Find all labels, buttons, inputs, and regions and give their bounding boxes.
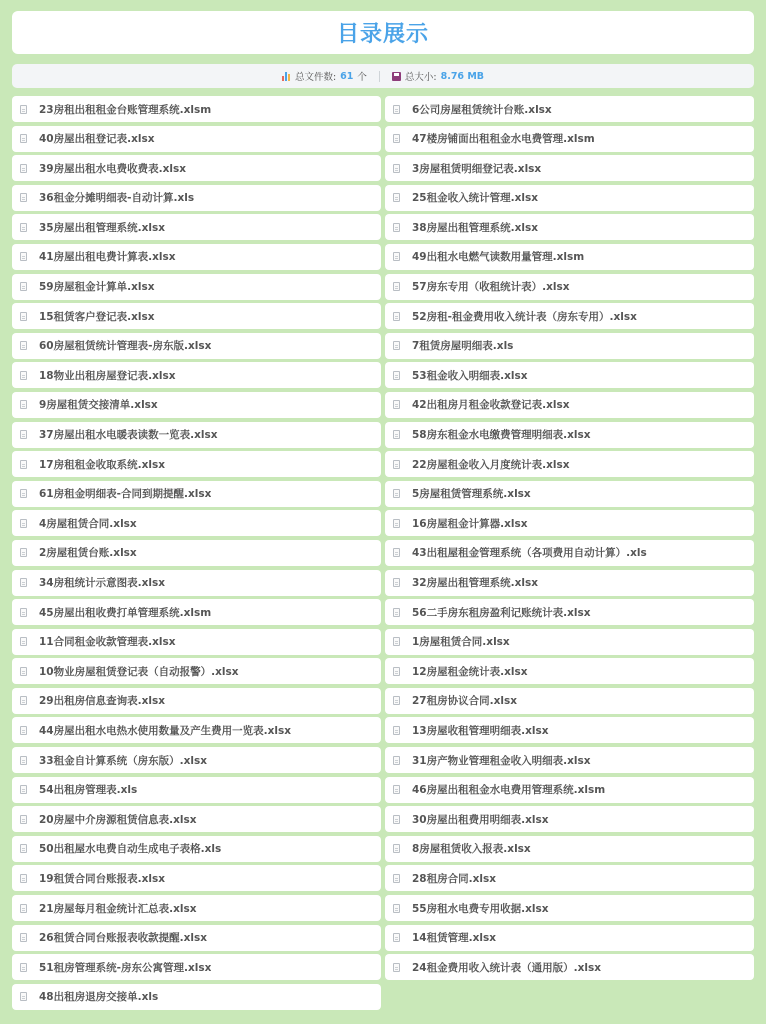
- file-icon: [20, 578, 27, 587]
- file-item[interactable]: [12, 362, 381, 388]
- file-name: 53租金收入明细表.xlsx: [412, 369, 528, 382]
- file-icon: [393, 785, 400, 794]
- file-icon: [393, 134, 400, 143]
- file-name: 40房屋出租登记表.xlsx: [39, 133, 155, 146]
- file-icon: [20, 430, 27, 439]
- file-icon: [20, 193, 27, 202]
- file-icon: [20, 134, 27, 143]
- file-name: 21房屋每月租金统计汇总表.xlsx: [39, 902, 197, 915]
- file-item[interactable]: [385, 333, 754, 359]
- total-size-stat: [392, 69, 484, 83]
- file-name: 25租金收入统计管理.xlsx: [412, 192, 538, 205]
- file-name: 58房东租金水电缴费管理明细表.xlsx: [412, 429, 591, 442]
- file-item[interactable]: [12, 599, 381, 625]
- file-name: 11合同租金收款管理表.xlsx: [39, 636, 176, 649]
- stats-divider: [379, 71, 380, 82]
- file-item[interactable]: [12, 481, 381, 507]
- file-item[interactable]: [385, 717, 754, 743]
- file-item[interactable]: [12, 451, 381, 477]
- file-name: 6公司房屋租赁统计台账.xlsx: [412, 103, 552, 116]
- file-name: 42出租房月租金收款登记表.xlsx: [412, 399, 570, 412]
- file-name: 13房屋收租管理明细表.xlsx: [412, 724, 549, 737]
- file-name: 3房屋租赁明细登记表.xlsx: [412, 162, 542, 175]
- file-name: 46房屋出租租金水电费用管理系统.xlsm: [412, 784, 606, 797]
- file-item[interactable]: [385, 126, 754, 152]
- file-name: 50出租屋水电费自动生成电子表格.xls: [39, 843, 222, 856]
- file-item[interactable]: [385, 155, 754, 181]
- file-icon: [20, 667, 27, 676]
- file-item[interactable]: [385, 570, 754, 596]
- file-icon: [393, 519, 400, 528]
- file-icon: [393, 548, 400, 557]
- file-icon: [393, 223, 400, 232]
- file-name: 51租房管理系统-房东公寓管理.xlsx: [39, 961, 212, 974]
- file-icon: [20, 933, 27, 942]
- stats-bar: [12, 64, 754, 88]
- file-icon: [20, 400, 27, 409]
- file-item[interactable]: [385, 510, 754, 536]
- file-icon: [393, 608, 400, 617]
- file-item[interactable]: [12, 422, 381, 448]
- file-icon: [393, 874, 400, 883]
- file-item[interactable]: [12, 244, 381, 270]
- file-name: 60房屋租赁统计管理表-房东版.xlsx: [39, 340, 212, 353]
- file-item[interactable]: [12, 895, 381, 921]
- file-name: 34房租统计示意图表.xlsx: [39, 577, 165, 589]
- file-name: 15租赁客户登记表.xlsx: [39, 310, 155, 323]
- file-name: 1房屋租赁合同.xlsx: [412, 636, 510, 649]
- file-item[interactable]: [385, 244, 754, 270]
- file-icon: [20, 341, 27, 350]
- file-item[interactable]: [385, 422, 754, 448]
- file-item[interactable]: [385, 303, 754, 329]
- file-name: 49出租水电燃气读数用量管理.xlsm: [412, 251, 585, 264]
- file-name: 2房屋租赁台账.xlsx: [39, 547, 137, 560]
- file-icon: [20, 815, 27, 824]
- file-icon: [393, 637, 400, 646]
- file-item[interactable]: [385, 777, 754, 803]
- file-name: 23房租出租租金台账管理系统.xlsm: [39, 103, 212, 116]
- file-count-unit: 个: [357, 72, 367, 83]
- file-name: 24租金费用收入统计表（通用版）.xlsx: [412, 961, 601, 974]
- total-size-label: 总大小:: [404, 72, 437, 83]
- file-name: 32房屋出租管理系统.xlsx: [412, 577, 538, 589]
- file-item[interactable]: [12, 185, 381, 211]
- file-name: 44房屋出租水电热水使用数量及产生费用一览表.xlsx: [39, 724, 291, 737]
- file-name: 47楼房铺面出租租金水电费管理.xlsm: [412, 133, 595, 146]
- file-icon: [393, 460, 400, 469]
- file-name: 38房屋出租管理系统.xlsx: [412, 221, 538, 234]
- file-name: 27租房协议合同.xlsx: [412, 695, 517, 708]
- file-item[interactable]: [385, 629, 754, 655]
- file-icon: [393, 756, 400, 765]
- file-name: 7租赁房屋明细表.xls: [412, 340, 514, 353]
- title-card: [12, 11, 754, 54]
- file-name: 31房产物业管理租金收入明细表.xlsx: [412, 754, 591, 767]
- file-count-value: 61: [340, 70, 354, 82]
- file-item[interactable]: [385, 806, 754, 832]
- file-name: 9房屋租赁交接清单.xlsx: [39, 399, 158, 412]
- file-icon: [20, 164, 27, 173]
- file-item[interactable]: [12, 510, 381, 536]
- file-icon: [20, 252, 27, 261]
- file-name: 43出租屋租金管理系统（各项费用自动计算）.xls: [412, 547, 647, 560]
- file-item[interactable]: [12, 717, 381, 743]
- file-item[interactable]: [12, 688, 381, 714]
- file-name: 61房租金明细表-合同到期提醒.xlsx: [39, 488, 212, 501]
- file-item[interactable]: [385, 954, 754, 980]
- file-item[interactable]: [12, 984, 381, 1010]
- file-icon: [20, 756, 27, 765]
- file-item[interactable]: [12, 629, 381, 655]
- file-item[interactable]: [12, 333, 381, 359]
- file-item[interactable]: [12, 96, 381, 122]
- file-icon: [393, 696, 400, 705]
- file-icon: [20, 992, 27, 1001]
- file-item[interactable]: [385, 392, 754, 418]
- file-icon: [393, 341, 400, 350]
- file-name: 48出租房退房交接单.xls: [39, 991, 159, 1004]
- file-icon: [393, 489, 400, 498]
- file-item[interactable]: [385, 362, 754, 388]
- file-item[interactable]: [385, 747, 754, 773]
- file-name: 55房租水电费专用收据.xlsx: [412, 902, 549, 915]
- file-icon: [393, 815, 400, 824]
- file-item[interactable]: [385, 836, 754, 862]
- file-name: 56二手房东租房盈利记账统计表.xlsx: [412, 606, 591, 619]
- file-name: 20房屋中介房源租赁信息表.xlsx: [39, 813, 197, 826]
- file-icon: [20, 223, 27, 232]
- file-icon: [20, 963, 27, 972]
- page-title: 目录展示: [336, 22, 429, 47]
- file-item[interactable]: [385, 895, 754, 921]
- file-item[interactable]: [385, 274, 754, 300]
- file-item[interactable]: [385, 96, 754, 122]
- file-name: 36租金分摊明细表-自动计算.xls: [39, 192, 195, 205]
- file-name: 54出租房管理表.xls: [39, 784, 138, 797]
- file-icon: [20, 844, 27, 853]
- file-icon: [393, 904, 400, 913]
- file-icon: [20, 608, 27, 617]
- file-item[interactable]: [385, 865, 754, 891]
- file-item[interactable]: [12, 214, 381, 240]
- file-icon: [20, 548, 27, 557]
- file-name: 35房屋出租管理系统.xlsx: [39, 221, 165, 234]
- file-icon: [393, 282, 400, 291]
- file-name: 17房租租金收取系统.xlsx: [39, 458, 165, 471]
- file-icon: [20, 696, 27, 705]
- file-count-label: 总文件数:: [294, 72, 337, 83]
- file-icon: [20, 371, 27, 380]
- file-name: 41房屋出租电费计算表.xlsx: [39, 251, 176, 264]
- file-item[interactable]: [385, 214, 754, 240]
- file-icon: [20, 874, 27, 883]
- file-icon: [20, 489, 27, 498]
- file-item[interactable]: [385, 688, 754, 714]
- file-icon: [393, 105, 400, 114]
- file-item[interactable]: [12, 126, 381, 152]
- file-name: 39房屋出租水电费收费表.xlsx: [39, 162, 186, 175]
- file-icon: [20, 460, 27, 469]
- file-name: 19租赁合同台账报表.xlsx: [39, 872, 165, 885]
- floppy-disk-icon: [392, 72, 401, 81]
- file-icon: [393, 667, 400, 676]
- bar-chart-icon: [282, 72, 291, 81]
- file-item[interactable]: [385, 925, 754, 951]
- file-item[interactable]: [12, 392, 381, 418]
- file-icon: [20, 637, 27, 646]
- file-name: 8房屋租赁收入报表.xlsx: [412, 843, 531, 856]
- file-icon: [20, 312, 27, 321]
- file-icon: [393, 164, 400, 173]
- file-name: 29出租房信息查询表.xlsx: [39, 695, 165, 708]
- file-name: 14租赁管理.xlsx: [412, 932, 496, 945]
- file-name: 33租金自计算系统（房东版）.xlsx: [39, 754, 207, 767]
- file-icon: [393, 400, 400, 409]
- file-name: 26租赁合同台账报表收款提醒.xlsx: [39, 932, 207, 945]
- file-item[interactable]: [12, 806, 381, 832]
- file-item[interactable]: [12, 954, 381, 980]
- file-name: 57房东专用（收租统计表）.xlsx: [412, 281, 570, 294]
- file-icon: [20, 726, 27, 735]
- file-icon: [393, 844, 400, 853]
- file-item[interactable]: [385, 540, 754, 566]
- total-size-value: 8.76 MB: [440, 70, 485, 82]
- file-item[interactable]: [12, 836, 381, 862]
- file-grid: [12, 96, 754, 1010]
- file-item[interactable]: [12, 925, 381, 951]
- file-item[interactable]: [12, 865, 381, 891]
- file-item[interactable]: [385, 658, 754, 684]
- file-icon: [393, 193, 400, 202]
- file-name: 28租房合同.xlsx: [412, 872, 496, 885]
- file-name: 18物业出租房屋登记表.xlsx: [39, 369, 176, 382]
- file-icon: [20, 904, 27, 913]
- file-item[interactable]: [12, 274, 381, 300]
- file-item[interactable]: [385, 599, 754, 625]
- file-item[interactable]: [12, 155, 381, 181]
- file-icon: [393, 933, 400, 942]
- file-item[interactable]: [12, 747, 381, 773]
- file-item[interactable]: [385, 451, 754, 477]
- file-item[interactable]: [12, 777, 381, 803]
- file-name: 45房屋出租收费打单管理系统.xlsm: [39, 606, 212, 619]
- file-name: 12房屋租金统计表.xlsx: [412, 665, 528, 678]
- file-name: 22房屋租金收入月度统计表.xlsx: [412, 458, 570, 471]
- file-icon: [20, 105, 27, 114]
- file-icon: [393, 312, 400, 321]
- file-name: 37房屋出租水电暖表读数一览表.xlsx: [39, 429, 218, 442]
- file-icon: [393, 430, 400, 439]
- file-item[interactable]: [385, 185, 754, 211]
- file-icon: [393, 252, 400, 261]
- file-item[interactable]: [12, 540, 381, 566]
- file-name: 30房屋出租费用明细表.xlsx: [412, 813, 549, 826]
- file-item[interactable]: [385, 481, 754, 507]
- file-icon: [393, 371, 400, 380]
- file-icon: [20, 519, 27, 528]
- file-name: 59房屋租金计算单.xlsx: [39, 281, 155, 294]
- file-name: 52房租-租金费用收入统计表（房东专用）.xlsx: [412, 310, 637, 323]
- file-icon: [20, 785, 27, 794]
- file-item[interactable]: [12, 570, 381, 596]
- file-name: 5房屋租赁管理系统.xlsx: [412, 488, 531, 501]
- file-item[interactable]: [12, 658, 381, 684]
- file-icon: [393, 578, 400, 587]
- file-icon: [393, 726, 400, 735]
- file-item[interactable]: [12, 303, 381, 329]
- file-count-stat: [282, 69, 367, 83]
- file-name: 4房屋租赁合同.xlsx: [39, 517, 137, 530]
- file-icon: [393, 963, 400, 972]
- file-icon: [20, 282, 27, 291]
- file-name: 16房屋租金计算器.xlsx: [412, 517, 528, 530]
- file-name: 10物业房屋租赁登记表（自动报警）.xlsx: [39, 665, 239, 678]
